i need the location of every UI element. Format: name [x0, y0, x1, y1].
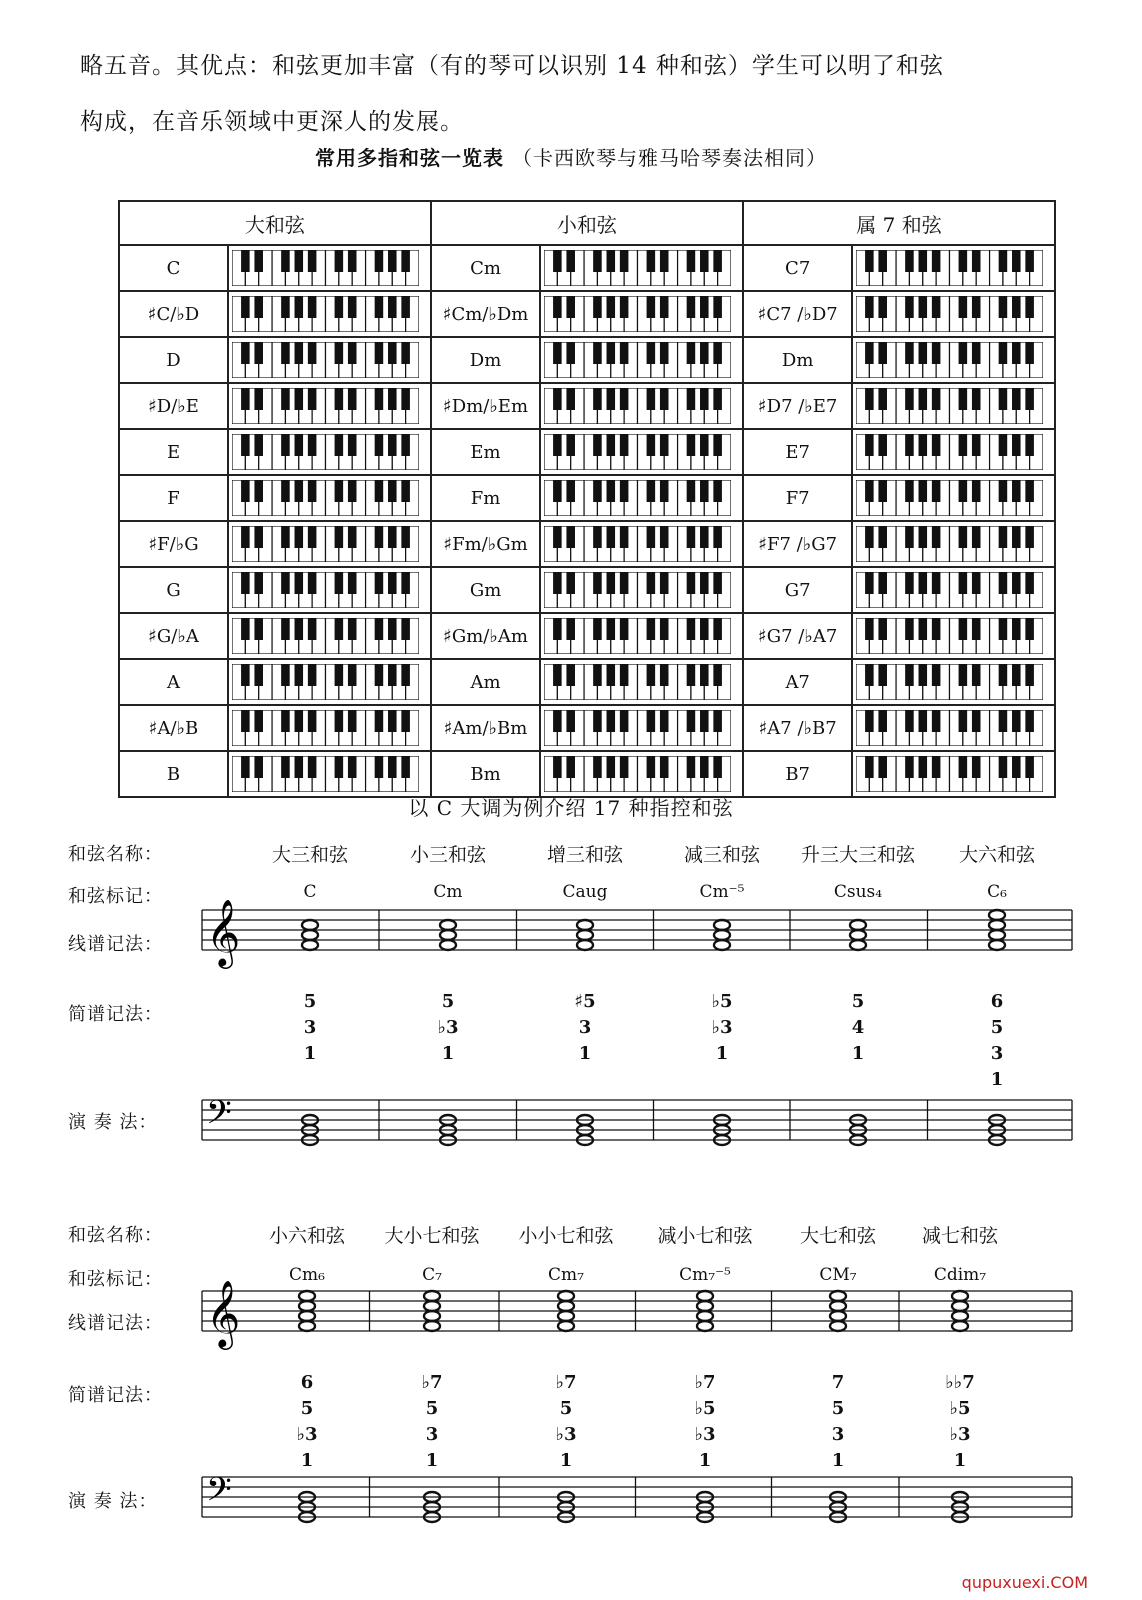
label-staff: 线谱记法： [68, 934, 163, 955]
keyboard-cell [852, 291, 1055, 337]
chord-name-minor: Dm [431, 337, 541, 383]
jianpu-degree: 5 [300, 1398, 314, 1419]
treble-note-head [850, 920, 866, 930]
treble-note-head [989, 920, 1005, 930]
jianpu-degree: ♭5 [694, 1398, 716, 1419]
treble-note-head [558, 1291, 574, 1301]
treble-note-head [302, 920, 318, 930]
keyboard-diagram [544, 434, 731, 470]
treble-note-head [558, 1311, 574, 1321]
table-row [119, 337, 1055, 383]
jianpu-degree: 1 [300, 1450, 314, 1471]
treble-note-head [989, 910, 1005, 920]
keyboard-cell [540, 429, 743, 475]
jianpu-degree: 1 [303, 1043, 317, 1064]
jianpu-degree: 1 [578, 1043, 592, 1064]
keyboard-diagram [232, 342, 419, 378]
keyboard-cell [852, 567, 1055, 613]
chord-symbol: C₆ [987, 882, 1007, 902]
keyboard-cell [228, 705, 431, 751]
chord-name-dom7: C7 [743, 245, 852, 291]
keyboard-cell [228, 567, 431, 613]
table-row [119, 659, 1055, 705]
chord-type-name: 增三和弦 [546, 844, 623, 866]
table-row [119, 291, 1055, 337]
jianpu-degree: ♭3 [694, 1424, 716, 1445]
jianpu-degree: 6 [990, 991, 1004, 1012]
chord-name-minor: Em [431, 429, 541, 475]
label-play: 演 奏 法： [68, 1112, 158, 1133]
table-title [0, 142, 1142, 171]
treble-clef-icon: 𝄞 [206, 1279, 241, 1347]
jianpu-degree: 1 [851, 1043, 865, 1064]
treble-note-head [299, 1301, 315, 1311]
chord-table-body [119, 245, 1055, 797]
chord-type-name: 减七和弦 [921, 1225, 998, 1247]
keyboard-diagram [232, 250, 419, 286]
keyboard-cell [540, 567, 743, 613]
table-title-sub: （卡西欧琴与雅马哈琴奏法相同） [511, 146, 827, 170]
keyboard-diagram [232, 480, 419, 516]
treble-note-head [299, 1311, 315, 1321]
chord-name-dom7: Dm [743, 337, 852, 383]
keyboard-cell [228, 337, 431, 383]
label-jianpu: 简谱记法： [68, 1004, 163, 1025]
keyboard-diagram [544, 342, 731, 378]
chord-symbol: Cm₇⁻⁵ [679, 1265, 731, 1285]
keyboard-diagram [544, 480, 731, 516]
treble-note-head [989, 940, 1005, 950]
treble-note-head [424, 1291, 440, 1301]
jianpu-degree: ♭7 [421, 1372, 443, 1393]
keyboard-cell [852, 521, 1055, 567]
treble-note-head [830, 1311, 846, 1321]
chord-symbol: CM₇ [819, 1265, 857, 1285]
treble-note-head [558, 1301, 574, 1311]
jianpu-degree: 1 [990, 1069, 1004, 1090]
chord-name-major: G [119, 567, 228, 613]
treble-note-head [952, 1321, 968, 1331]
keyboard-cell [228, 245, 431, 291]
jianpu-degree: 1 [715, 1043, 729, 1064]
keyboard-diagram [856, 250, 1043, 286]
keyboard-cell [540, 475, 743, 521]
jianpu-degree: 5 [990, 1017, 1004, 1038]
chord-name-dom7: B7 [743, 751, 852, 797]
jianpu-degree: 5 [851, 991, 865, 1012]
chord-symbol: Csus₄ [833, 882, 883, 902]
chord-type-name: 小小七和弦 [518, 1225, 614, 1247]
jianpu-degree: 7 [831, 1372, 845, 1393]
treble-note-head [714, 920, 730, 930]
keyboard-cell [852, 659, 1055, 705]
keyboard-diagram [232, 756, 419, 792]
table-header-row [119, 201, 1055, 245]
keyboard-cell [852, 475, 1055, 521]
keyboard-cell [228, 475, 431, 521]
chord-type-name: 大小七和弦 [384, 1225, 480, 1247]
treble-note-head [302, 940, 318, 950]
chord-type-name: 减小七和弦 [657, 1225, 753, 1247]
keyboard-cell [540, 751, 743, 797]
table-title-main: 常用多指和弦一览表 [315, 146, 505, 170]
table-row [119, 751, 1055, 797]
chord-type-name: 大三和弦 [271, 844, 348, 866]
treble-note-head [697, 1291, 713, 1301]
chord-symbol: Cdim₇ [933, 1265, 987, 1285]
keyboard-cell [228, 659, 431, 705]
keyboard-cell [540, 291, 743, 337]
chord-name-dom7: ♯F7 /♭G7 [743, 521, 852, 567]
chord-name-major: ♯D/♭E [119, 383, 228, 429]
treble-clef-icon: 𝄞 [206, 898, 241, 966]
keyboard-cell [228, 613, 431, 659]
keyboard-diagram [856, 296, 1043, 332]
treble-note-head [697, 1301, 713, 1311]
keyboard-diagram [232, 296, 419, 332]
chord-name-major: ♯C/♭D [119, 291, 228, 337]
keyboard-diagram [232, 434, 419, 470]
jianpu-degree: 5 [831, 1398, 845, 1419]
chord-symbol: Cm⁻⁵ [699, 882, 745, 902]
chord-symbol: Cm₇ [548, 1265, 584, 1285]
table-row [119, 383, 1055, 429]
keyboard-diagram [232, 664, 419, 700]
treble-note-head [952, 1311, 968, 1321]
jianpu-degree: 3 [578, 1017, 592, 1038]
chord-name-dom7: ♯C7 /♭D7 [743, 291, 852, 337]
chord-symbol: C [303, 882, 317, 902]
treble-note-head [577, 940, 593, 950]
keyboard-diagram [544, 572, 731, 608]
keyboard-cell [540, 337, 743, 383]
keyboard-cell [852, 613, 1055, 659]
chord-symbol: Cm [433, 882, 463, 902]
jianpu-degree: 5 [425, 1398, 439, 1419]
table-row [119, 245, 1055, 291]
jianpu-degree: 1 [831, 1450, 845, 1471]
chord-name-dom7: G7 [743, 567, 852, 613]
chord-block-2 [0, 1215, 1142, 1560]
chord-name-minor: ♯Gm/♭Am [431, 613, 541, 659]
treble-note-head [424, 1301, 440, 1311]
keyboard-cell [228, 291, 431, 337]
chord-type-name: 小三和弦 [409, 844, 486, 866]
chord-name-minor: Bm [431, 751, 541, 797]
chord-type-name: 大七和弦 [799, 1225, 876, 1247]
label-chord-symbol: 和弦标记： [68, 886, 163, 907]
keyboard-diagram [232, 618, 419, 654]
jianpu-degree: 3 [990, 1043, 1004, 1064]
treble-note-head [697, 1311, 713, 1321]
treble-note-head [830, 1301, 846, 1311]
label-chord-symbol: 和弦标记： [68, 1269, 163, 1290]
table-row [119, 705, 1055, 751]
keyboard-cell [540, 705, 743, 751]
jianpu-degree: ♭3 [437, 1017, 459, 1038]
chord-name-minor: ♯Cm/♭Dm [431, 291, 541, 337]
keyboard-cell [540, 521, 743, 567]
treble-note-head [440, 940, 456, 950]
keyboard-cell [852, 705, 1055, 751]
keyboard-diagram [544, 388, 731, 424]
chord-name-minor: ♯Am/♭Bm [431, 705, 541, 751]
jianpu-degree: 1 [953, 1450, 967, 1471]
treble-note-head [830, 1321, 846, 1331]
chord-name-dom7: ♯D7 /♭E7 [743, 383, 852, 429]
jianpu-degree: 5 [441, 991, 455, 1012]
jianpu-degree: ♭3 [555, 1424, 577, 1445]
jianpu-degree: ♭5 [711, 991, 733, 1012]
keyboard-cell [852, 337, 1055, 383]
keyboard-diagram [232, 710, 419, 746]
chord-name-dom7: ♯A7 /♭B7 [743, 705, 852, 751]
treble-note-head [440, 920, 456, 930]
table-row [119, 567, 1055, 613]
keyboard-diagram [544, 296, 731, 332]
jianpu-degree: 3 [425, 1424, 439, 1445]
chord-name-minor: Am [431, 659, 541, 705]
chord-name-minor: ♯Fm/♭Gm [431, 521, 541, 567]
chord-name-dom7: F7 [743, 475, 852, 521]
treble-note-head [299, 1321, 315, 1331]
chord-symbol: Caug [562, 882, 608, 902]
jianpu-degree: 5 [559, 1398, 573, 1419]
jianpu-degree: 6 [300, 1372, 314, 1393]
keyboard-diagram [856, 618, 1043, 654]
table-row [119, 521, 1055, 567]
jianpu-degree: ♭7 [555, 1372, 577, 1393]
chord-name-major: ♯G/♭A [119, 613, 228, 659]
chord-name-dom7: A7 [743, 659, 852, 705]
treble-note-head [850, 930, 866, 940]
keyboard-diagram [544, 710, 731, 746]
chord-name-major: C [119, 245, 228, 291]
treble-note-head [952, 1291, 968, 1301]
treble-note-head [714, 940, 730, 950]
chord-name-minor: Cm [431, 245, 541, 291]
keyboard-cell [540, 383, 743, 429]
keyboard-cell [228, 383, 431, 429]
chord-name-major: F [119, 475, 228, 521]
chord-symbol: Cm₆ [289, 1265, 325, 1285]
chord-name-minor: Fm [431, 475, 541, 521]
keyboard-diagram [544, 250, 731, 286]
jianpu-degree: 1 [559, 1450, 573, 1471]
chord-name-dom7: ♯G7 /♭A7 [743, 613, 852, 659]
jianpu-degree: ♭♭7 [945, 1372, 975, 1393]
keyboard-diagram [544, 664, 731, 700]
keyboard-cell [540, 613, 743, 659]
chord-type-name: 减三和弦 [683, 844, 760, 866]
jianpu-degree: ♯5 [574, 991, 596, 1012]
keyboard-diagram [856, 710, 1043, 746]
jianpu-degree: ♭3 [711, 1017, 733, 1038]
keyboard-cell [852, 245, 1055, 291]
jianpu-degree: ♭5 [949, 1398, 971, 1419]
treble-note-head [989, 930, 1005, 940]
keyboard-diagram [856, 388, 1043, 424]
jianpu-degree: ♭7 [694, 1372, 716, 1393]
label-staff: 线谱记法： [68, 1313, 163, 1334]
label-chord-name: 和弦名称： [68, 1225, 163, 1246]
keyboard-diagram [856, 526, 1043, 562]
chord-table [118, 200, 1056, 798]
intro-line-2: 构成，在音乐领域中更深人的发展。 [80, 109, 464, 135]
keyboard-diagram [856, 480, 1043, 516]
chord-name-dom7: E7 [743, 429, 852, 475]
chord-name-major: A [119, 659, 228, 705]
treble-note-head [302, 930, 318, 940]
keyboard-diagram [232, 526, 419, 562]
chord-name-major: ♯A/♭B [119, 705, 228, 751]
treble-note-head [440, 930, 456, 940]
chord-block-1 [0, 830, 1142, 1175]
treble-note-head [577, 920, 593, 930]
label-jianpu: 简谱记法： [68, 1385, 163, 1406]
intro-line-1: 略五音。其优点：和弦更加丰富（有的琴可以识别 14 种和弦）学生可以明了和弦 [80, 53, 944, 79]
bass-clef-icon: 𝄢 [206, 1094, 232, 1140]
keyboard-cell [228, 751, 431, 797]
treble-note-head [577, 930, 593, 940]
chord-symbol: C₇ [422, 1265, 442, 1285]
chord-type-name: 大六和弦 [958, 844, 1035, 866]
jianpu-degree: 1 [698, 1450, 712, 1471]
keyboard-diagram [856, 756, 1043, 792]
section-title: 以 C 大调为例介绍 17 种指控和弦 [408, 796, 734, 820]
treble-note-head [850, 940, 866, 950]
keyboard-diagram [856, 664, 1043, 700]
jianpu-degree: 1 [441, 1043, 455, 1064]
jianpu-degree: ♭3 [949, 1424, 971, 1445]
keyboard-diagram [232, 572, 419, 608]
jianpu-degree: 3 [831, 1424, 845, 1445]
keyboard-cell [852, 751, 1055, 797]
bass-clef-icon: 𝄢 [206, 1471, 232, 1517]
chord-name-minor: Gm [431, 567, 541, 613]
keyboard-diagram [544, 756, 731, 792]
treble-note-head [714, 930, 730, 940]
intro-paragraph [80, 38, 1100, 150]
jianpu-degree: 5 [303, 991, 317, 1012]
treble-note-head [952, 1301, 968, 1311]
chord-name-major: ♯F/♭G [119, 521, 228, 567]
table-row [119, 475, 1055, 521]
jianpu-degree: 3 [303, 1017, 317, 1038]
keyboard-cell [540, 659, 743, 705]
chord-type-name: 升三大三和弦 [800, 844, 915, 866]
table-row [119, 429, 1055, 475]
jianpu-degree: 1 [425, 1450, 439, 1471]
header-major: 大和弦 [119, 201, 431, 245]
treble-note-head [299, 1291, 315, 1301]
header-dom7: 属 7 和弦 [743, 201, 1055, 245]
site-watermark: qupuxuexi.COM [961, 1573, 1088, 1592]
keyboard-cell [228, 521, 431, 567]
keyboard-cell [852, 383, 1055, 429]
jianpu-degree: 4 [851, 1017, 865, 1038]
keyboard-cell [540, 245, 743, 291]
table-row [119, 613, 1055, 659]
chord-type-name: 小六和弦 [268, 1225, 345, 1247]
chord-name-major: E [119, 429, 228, 475]
chord-name-major: D [119, 337, 228, 383]
keyboard-cell [852, 429, 1055, 475]
keyboard-diagram [856, 572, 1043, 608]
keyboard-diagram [232, 388, 419, 424]
jianpu-degree: ♭3 [296, 1424, 318, 1445]
treble-note-head [697, 1321, 713, 1331]
chord-name-minor: ♯Dm/♭Em [431, 383, 541, 429]
keyboard-diagram [856, 342, 1043, 378]
keyboard-diagram [544, 526, 731, 562]
keyboard-diagram [544, 618, 731, 654]
header-minor: 小和弦 [431, 201, 743, 245]
keyboard-cell [228, 429, 431, 475]
label-play: 演 奏 法： [68, 1491, 158, 1512]
keyboard-diagram [856, 434, 1043, 470]
treble-note-head [830, 1291, 846, 1301]
label-chord-name: 和弦名称： [68, 844, 163, 865]
chord-name-major: B [119, 751, 228, 797]
treble-note-head [424, 1311, 440, 1321]
treble-note-head [558, 1321, 574, 1331]
treble-note-head [424, 1321, 440, 1331]
